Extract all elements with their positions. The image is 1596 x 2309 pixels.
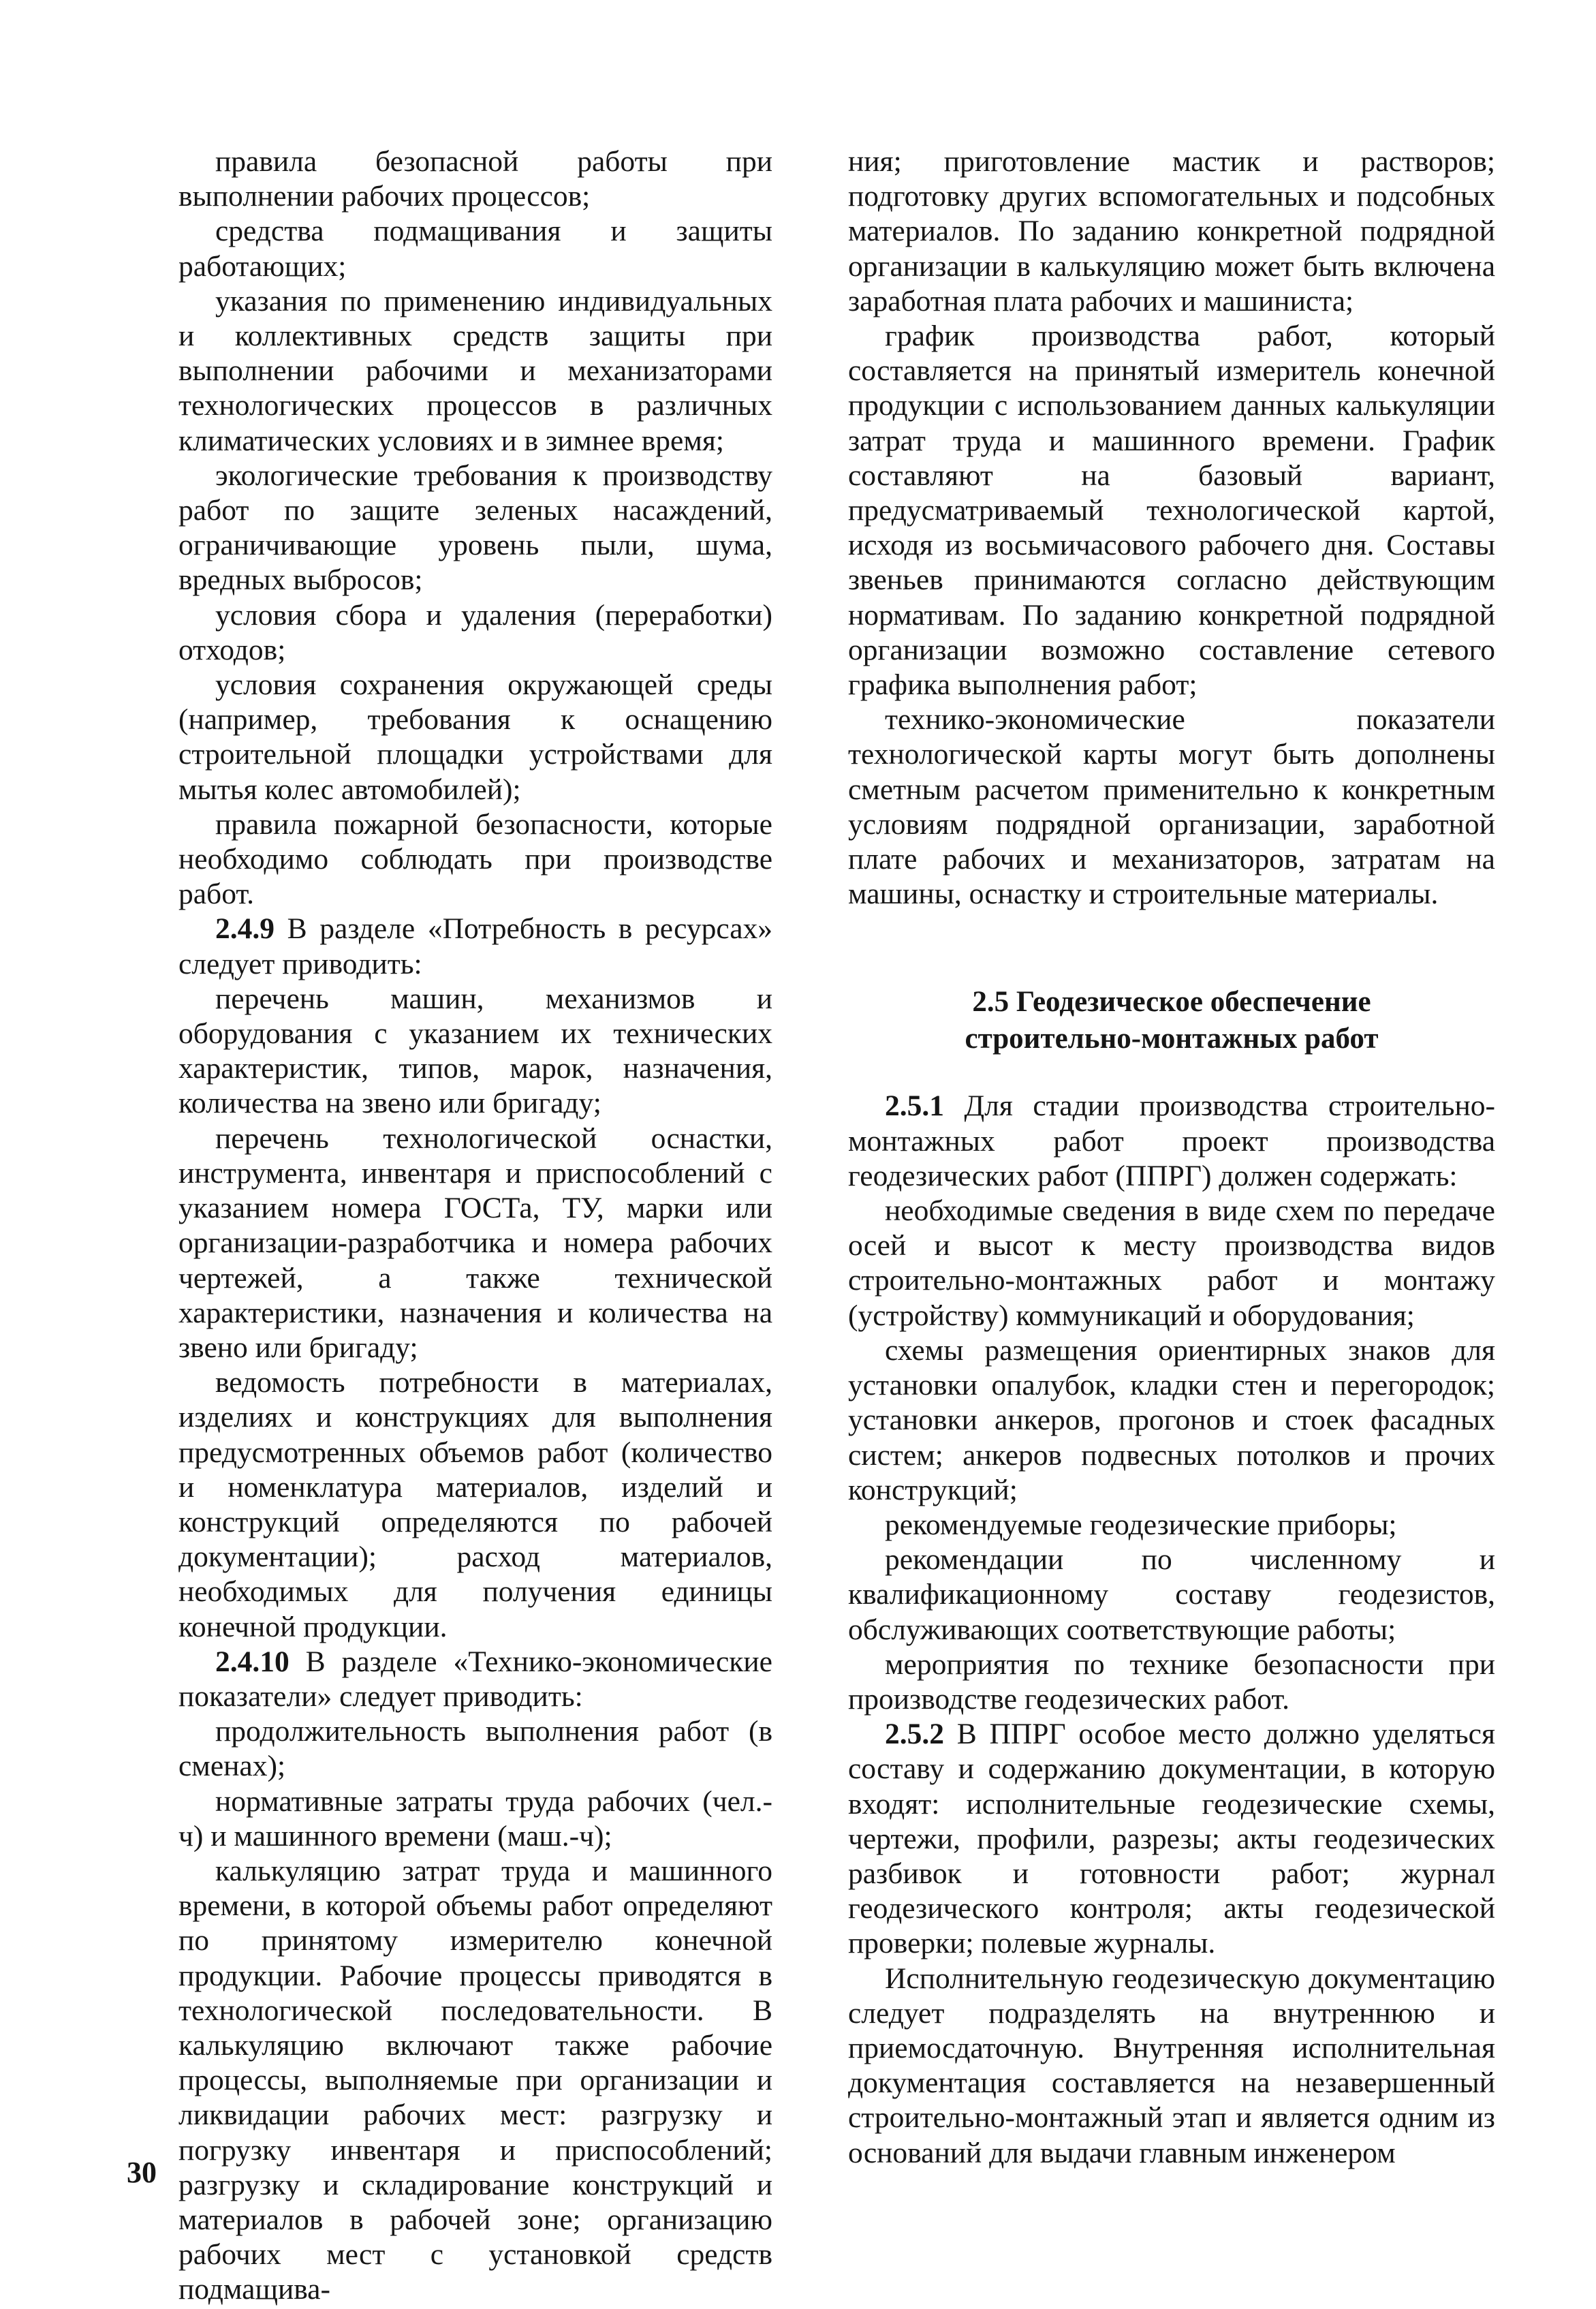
clause-2-4-10 (178, 1645, 772, 1714)
section-heading-line2: строительно-монтажных работ (965, 1023, 1379, 1055)
clause-text: В разделе «Потребность в ресурсах» следует приводить: (178, 912, 772, 980)
clause-text: В разделе «Технико-экономические показатели» следует приводить: (178, 1645, 772, 1713)
section-gap (848, 1057, 1495, 1089)
list-item: схемы размещения ориентирных знаков для установки опалубок, кладки стен и перегородок; установки анкеров, прогонов и стоек фасадных систем; анкеров подвесных потолков и прочих конструкций; (848, 1333, 1495, 1506)
clause-number: 2.4.9 (215, 912, 275, 946)
list-item: мероприятия по технике безопасности при производстве геодезических работ. (848, 1647, 1495, 1716)
list-item: условия сохранения окружающей среды (например, требования к оснащению строительной площадки устройствами для мытья колес автомобилей); (178, 668, 772, 806)
list-item: ведомость потребности в материалах, изделиях и конструкциях для выполнения предусмотренных объемов работ (количество и номенклатура материалов, изделий и конструкций определяются по рабочей документации); расход материалов, необходимых для получения единицы конечной продукции. (178, 1366, 772, 1643)
list-item: необходимые сведения в виде схем по передаче осей и высот к месту производства видов строительно-монтажных работ и монтажу (устройству) коммуникаций и оборудования; (848, 1194, 1495, 1332)
clause-2-5-2 (848, 1717, 1495, 1961)
list-item: правила пожарной безопасности, которые необходимо соблюдать при производстве работ. (178, 807, 772, 911)
list-item: рекомендации по численному и квалификационному составу геодезистов, обслуживающих соответствующие работы; (848, 1543, 1495, 1646)
list-item: нормативные затраты труда рабочих (чел.-ч) и машинного времени (маш.-ч); (178, 1784, 772, 1853)
clause-2-5-1 (848, 1089, 1495, 1194)
list-item: экологические требования к производству работ по защите зеленых насаждений, ограничивающие уровень пыли, шума, вредных выбросов; (178, 459, 772, 597)
list-item: средства подмащивания и защиты работающих; (178, 215, 772, 283)
list-item: продолжительность выполнения работ (в сменах); (178, 1715, 772, 1783)
right-column (848, 144, 1495, 2171)
page-number: 30 (127, 2156, 157, 2189)
clause-text: Для стадии производства строительно-монтажных работ проект производства геодезических работ (ППРГ) должен содержать: (848, 1089, 1495, 1192)
list-item: правила безопасной работы при выполнении рабочих процессов; (178, 145, 772, 213)
clause-number: 2.5.1 (885, 1089, 944, 1123)
clause-number: 2.5.2 (885, 1718, 944, 1751)
list-item: условия сбора и удаления (переработки) отходов; (178, 598, 772, 666)
section-heading (848, 984, 1495, 1057)
list-item: калькуляцию затрат труда и машинного времени, в которой объемы работ определяют по принятому измерителю конечной продукции. Рабочие процессы приводятся в технологической последовательности. В калькуляцию включают также рабочие процессы, выполняемые при организации и ликвидации рабочих мест: разгрузку и погрузку инвентаря и приспособлений; разгрузку и складирование конструкций и материалов в рабочей зоне; организацию рабочих мест с установкой средств подмащива- (178, 1854, 772, 2306)
clause-2-4-9 (178, 912, 772, 981)
list-item: перечень технологической оснастки, инструмента, инвентаря и приспособлений с указанием номера ГОСТа, ТУ, марки или организации-разработчика и номера рабочих чертежей, а также технической характеристики, назначения и количества на звено или бригаду; (178, 1121, 772, 1364)
list-item: перечень машин, механизмов и оборудования с указанием их технических характеристик, типов, марок, назначения, количества на звено или бригаду; (178, 982, 772, 1120)
list-item: указания по применению индивидуальных и коллективных средств защиты при выполнении рабочими и механизаторами технологических процессов в различных климатических условиях и в зимнее время; (178, 284, 772, 457)
list-item: график производства работ, который составляется на принятый измеритель конечной продукции с использованием данных калькуляции затрат труда и машинного времени. График составляют на базовый вариант, предусматриваемый технологической картой, исходя из восьмичасового рабочего дня. Составы звеньев принимаются согласно действующим нормативам. По заданию конкретной подрядной организации возможно составление сетевого графика выполнения работ; (848, 320, 1495, 702)
section-heading-line1: 2.5 Геодезическое обеспечение (972, 986, 1371, 1019)
continued-paragraph: ния; приготовление мастик и растворов; подготовку других вспомогательных и подсобных материалов. По заданию конкретной подрядной организации в калькуляцию может быть включена заработная плата рабочих и машиниста; (848, 145, 1495, 317)
list-item: рекомендуемые геодезические приборы; (885, 1508, 1397, 1541)
left-column (178, 144, 772, 2308)
clause-number: 2.4.10 (215, 1645, 290, 1678)
clause-text: В ППРГ особое место должно уделяться составу и содержанию документации, в которую входят: исполнительные геодезические схемы, чертежи, профили, разрезы; акты геодезических разбивок и готовности работ; журнал геодезического контроля; акты геодезической проверки; полевые журналы. (848, 1718, 1495, 1960)
list-item: технико-экономические показатели технологической карты могут быть дополнены сметным расчетом применительно к конкретным условиям подрядной организации, заработной плате рабочих и механизаторов, затратам на машины, оснастку и строительные материалы. (848, 703, 1495, 911)
section-gap (848, 912, 1495, 984)
paragraph: Исполнительную геодезическую документацию следует подразделять на внутреннюю и приемосдаточную. Внутренняя исполнительная документация составляется на незавершенный строительно-монтажный этап и является одним из оснований для выдачи главным инженером (848, 1962, 1495, 2169)
